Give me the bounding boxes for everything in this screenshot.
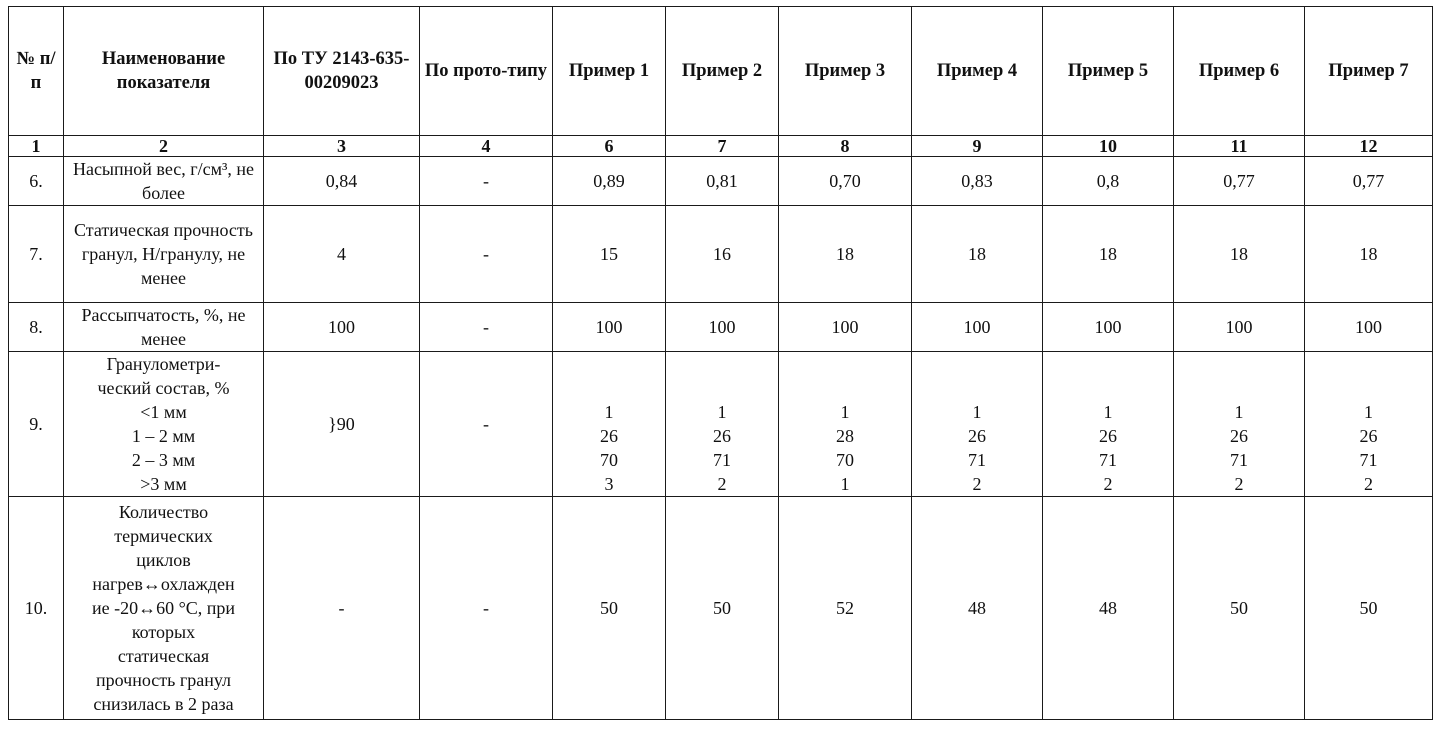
example-value: 50 <box>666 497 779 720</box>
row-number: 8. <box>9 303 64 352</box>
example-value: 52 <box>779 497 912 720</box>
row-name-line: Количество <box>118 502 209 522</box>
header-name: Наименование показателя <box>64 7 264 136</box>
prototype-value: - <box>420 206 553 303</box>
fraction-value: 2 <box>1364 474 1373 494</box>
example-value <box>553 352 666 497</box>
header-example-3: Пример 3 <box>779 7 912 136</box>
fraction-value: 2 <box>1103 474 1113 494</box>
row-name: Рассыпчатость, %, не менее <box>64 303 264 352</box>
column-number: 11 <box>1174 136 1305 157</box>
fraction-value: 1 <box>604 402 614 422</box>
example-value: 100 <box>912 303 1043 352</box>
table-row <box>9 352 1433 497</box>
fraction-value: 2 <box>717 474 727 494</box>
properties-table <box>8 6 1433 720</box>
header-tu: По ТУ 2143-635-00209023 <box>264 7 420 136</box>
fraction-value: 26 <box>1359 426 1378 446</box>
example-value: 100 <box>666 303 779 352</box>
header-example-1: Пример 1 <box>553 7 666 136</box>
row-name <box>64 497 264 720</box>
prototype-value: - <box>420 157 553 206</box>
row-name-line: снизилась в 2 раза <box>93 694 234 714</box>
column-number-row <box>9 136 1433 157</box>
example-value: 0,77 <box>1174 157 1305 206</box>
example-value: 100 <box>1043 303 1174 352</box>
row-name-line: Гранулометри- <box>106 354 221 374</box>
example-value: 18 <box>912 206 1043 303</box>
column-number: 3 <box>264 136 420 157</box>
column-number: 9 <box>912 136 1043 157</box>
example-value: 18 <box>1043 206 1174 303</box>
column-number: 6 <box>553 136 666 157</box>
tu-value: - <box>264 497 420 720</box>
column-number: 1 <box>9 136 64 157</box>
table-row <box>9 206 1433 303</box>
column-number: 2 <box>64 136 264 157</box>
example-value: 16 <box>666 206 779 303</box>
row-name-line: циклов <box>136 550 191 570</box>
row-name-line: статическая <box>117 646 210 666</box>
row-name-line: ие -20↔60 °С, при <box>91 598 236 618</box>
header-row <box>9 7 1433 136</box>
fraction-value: 2 <box>972 474 982 494</box>
tu-value: 0,84 <box>264 157 420 206</box>
row-name: Насыпной вес, г/см³, не более <box>64 157 264 206</box>
fraction-value: 1 <box>1364 402 1373 422</box>
example-value: 0,70 <box>779 157 912 206</box>
prototype-value: - <box>420 303 553 352</box>
tu-value: 4 <box>264 206 420 303</box>
fraction-value: 26 <box>600 426 618 446</box>
row-name-line: 2 – 3 мм <box>131 450 196 470</box>
example-value: 0,8 <box>1043 157 1174 206</box>
example-value <box>912 352 1043 497</box>
row-name-line: >3 мм <box>140 474 187 494</box>
header-example-7: Пример 7 <box>1305 7 1433 136</box>
fraction-value: 2 <box>1234 474 1244 494</box>
header-example-2: Пример 2 <box>666 7 779 136</box>
fraction-value: 70 <box>600 450 618 470</box>
row-name-line: ческий состав, % <box>97 378 230 398</box>
tu-value: }90 <box>264 352 420 497</box>
fraction-value: 1 <box>1103 402 1113 422</box>
fraction-value: 71 <box>968 450 986 470</box>
fraction-value: 3 <box>604 474 614 494</box>
column-number: 10 <box>1043 136 1174 157</box>
row-number: 9. <box>9 352 64 497</box>
example-value <box>1305 352 1433 497</box>
example-value: 15 <box>553 206 666 303</box>
fraction-value: 1 <box>972 402 982 422</box>
fraction-value: 1 <box>840 474 850 494</box>
table-row <box>9 303 1433 352</box>
example-value: 18 <box>1174 206 1305 303</box>
row-name-line: <1 мм <box>140 402 187 422</box>
fraction-value: 1 <box>717 402 727 422</box>
header-example-5: Пример 5 <box>1043 7 1174 136</box>
fraction-value: 1 <box>840 402 850 422</box>
example-value: 0,89 <box>553 157 666 206</box>
row-name <box>64 352 264 497</box>
example-value: 48 <box>1043 497 1174 720</box>
example-value <box>779 352 912 497</box>
fraction-value: 70 <box>836 450 854 470</box>
example-value: 0,81 <box>666 157 779 206</box>
table-row <box>9 497 1433 720</box>
fraction-value: 71 <box>1359 450 1378 470</box>
column-number: 4 <box>420 136 553 157</box>
example-value <box>666 352 779 497</box>
row-name-line: прочность гранул <box>95 670 232 690</box>
table-row <box>9 157 1433 206</box>
fraction-value: 71 <box>1099 450 1117 470</box>
row-name-line: нагрев↔охлажден <box>92 574 235 594</box>
row-number: 10. <box>9 497 64 720</box>
example-value: 100 <box>779 303 912 352</box>
example-value: 18 <box>1305 206 1433 303</box>
fraction-value: 28 <box>836 426 854 446</box>
fraction-value: 71 <box>713 450 731 470</box>
header-prototype: По прото-типу <box>420 7 553 136</box>
fraction-value: 71 <box>1230 450 1248 470</box>
row-number: 6. <box>9 157 64 206</box>
example-value: 100 <box>553 303 666 352</box>
example-value: 0,77 <box>1305 157 1433 206</box>
example-value: 0,83 <box>912 157 1043 206</box>
fraction-value: 1 <box>1234 402 1244 422</box>
example-value <box>1174 352 1305 497</box>
example-value: 18 <box>779 206 912 303</box>
example-value: 100 <box>1174 303 1305 352</box>
column-number: 12 <box>1305 136 1433 157</box>
prototype-value: - <box>420 497 553 720</box>
example-value: 48 <box>912 497 1043 720</box>
example-value: 50 <box>553 497 666 720</box>
fraction-value: 26 <box>713 426 731 446</box>
column-number: 8 <box>779 136 912 157</box>
header-example-4: Пример 4 <box>912 7 1043 136</box>
fraction-value: 26 <box>1230 426 1248 446</box>
tu-value: 100 <box>264 303 420 352</box>
row-name: Статическая прочность гранул, Н/гранулу, не менее <box>64 206 264 303</box>
row-name-line: 1 – 2 мм <box>131 426 196 446</box>
example-value: 50 <box>1305 497 1433 720</box>
fraction-value: 26 <box>968 426 986 446</box>
example-value: 50 <box>1174 497 1305 720</box>
row-name-line: термических <box>114 526 213 546</box>
row-number: 7. <box>9 206 64 303</box>
column-number: 7 <box>666 136 779 157</box>
example-value <box>1043 352 1174 497</box>
prototype-value: - <box>420 352 553 497</box>
header-example-6: Пример 6 <box>1174 7 1305 136</box>
example-value: 100 <box>1305 303 1433 352</box>
row-name-line: которых <box>131 622 196 642</box>
fraction-value: 26 <box>1099 426 1117 446</box>
header-num: № п/п <box>9 7 64 136</box>
